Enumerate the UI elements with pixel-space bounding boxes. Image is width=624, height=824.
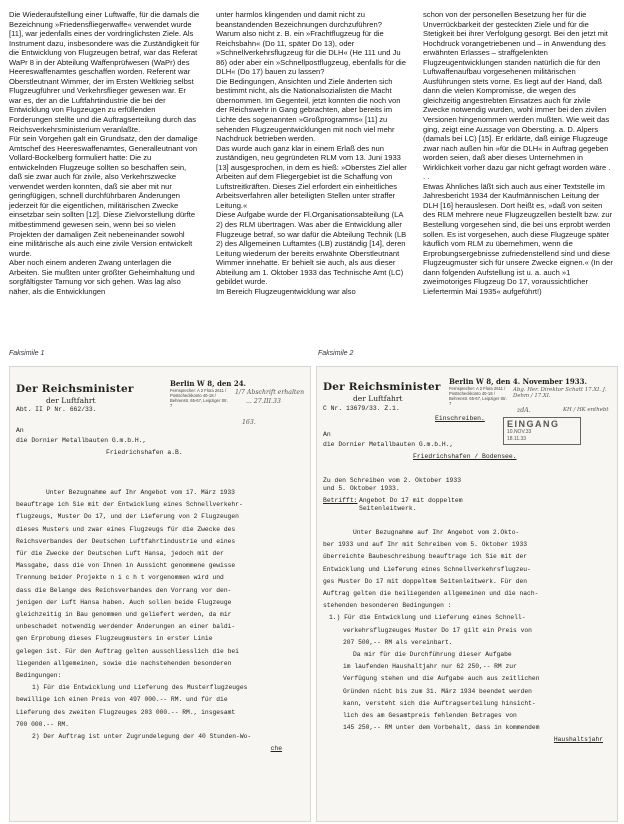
recipient-line: die Dornier Metallbauten G.m.b.H., bbox=[16, 437, 147, 444]
letter-date: Berlin W 8, den 4. November 1933. bbox=[449, 377, 587, 386]
body-line: 1.) Für die Entwicklung und Lieferung eines Schnell- bbox=[329, 614, 526, 622]
letter-body bbox=[16, 487, 302, 755]
recipient-line: An bbox=[323, 431, 331, 438]
paragraph: schon von der personellen Besetzung her für die Unverrückbarkeit der gesteckten Ziele und für die Stetigkeit bei ihrer Verfolgung gesorgt. Bei den jetzt mit Hochdruck vorangetriebenen und – in Anwendung des erwähnten Erlasses – straffgelenkten Flugzeugentwicklungen standen natürlich die für den Luftwaffenaufbau vorgesehenen militärischen Ausführungen stets vorne. Es liegt auf der Hand, daß dann die vielen Kompromisse, die wegen des gleichzeitig angestrebten Einsatzes auch für zivile Zwecke notwendig wurden, wohl immer bei den zivilen Versionen hingenommen werden mußten. Wie weit das ging, zeigt eine Aussage von Obersting. a. D. Alpers (damals bei LC) [15]. Er erklärte, daß einige Flugzeuge zwar nach außen hin »für die DLH« in Auftrag gegeben worden seien, daß aber dieses Unternehmen in Wirklichkeit vorher dazu gar nicht gefragt worden wäre . . . bbox=[423, 10, 611, 182]
facsimile-1-caption: Faksimile 1 bbox=[9, 350, 45, 357]
body-line: 145 250,-- RM unter dem Vorbehalt, dass in kommendem bbox=[343, 724, 540, 732]
body-line: Da mir für die Durchführung dieser Aufgabe bbox=[353, 651, 512, 659]
letterhead-title: Der Reichsminister bbox=[323, 381, 441, 393]
paragraph: Die Bedingungen, Ansichten und Ziele änderten sich bestimmt nicht, als die Nationalsozialisten die Macht übernommen. Im Gegenteil, jetzt konnten die noch von der Reichswehr in Gang gebrachten, aber bereits im Lichte des sogenannten »Großprogramms« [11] zu sehenden Flugzeugentwicklungen mit noch viel mehr Nachdruck betrieben werden. bbox=[216, 76, 401, 144]
text-column-1 bbox=[9, 10, 200, 345]
body-line: dass die Belange des Reichsverbandes den Vorrang vor den- bbox=[16, 586, 232, 594]
letterhead-title: Der Reichsminister bbox=[16, 383, 134, 395]
paragraph: Etwas Ähnliches läßt sich auch aus einer Textstelle im Jahresbericht 1934 der Kaufmännischen Leitung der DLH [16] herauslesen. Dort heißt es, »daß von seiten des RLM mehrere neue Flugzeugzellen bestellt bzw. zur Bestellung vorgesehen sind, die bei uns erprobt werden sollen. Es ist vorgesehen, auch diese Flugzeuge später käuflich vom RLM zu übernehmen, wenn die Erprobungsergebnisse zufriedenstellend sind und diese Flugzeugmuster sich für unsere Zwecke eignen.« (In der dann folgenden Aufstellung ist u. a. auch »1 zweimotoriges Flugzeug Do 17, voraussichtlicher Liefertermin Mai 1935« aufgeführt!) bbox=[423, 181, 613, 296]
recipient-line: Friedrichshafen a.B. bbox=[106, 449, 183, 456]
paragraph: Das wurde auch ganz klar in einem Erlaß des nun zuständigen, neu gegründeten RLM vom 13. Juni 1933 [13] ausgesprochen, in dem es hieß: »Oberstes Ziel aller Arbeiten auf dem Fliegergebiet ist die Schaffung von Luftstreitkräften. Dieses Ziel erfordert ein einheitliches Arbeitsverfahren aller beteiligten Stellen unter straffer Leitung.« bbox=[216, 143, 407, 210]
body-line: Haushaltsjahr bbox=[553, 736, 603, 744]
registered-mail-mark: Einschreiben. bbox=[435, 415, 485, 422]
facsimile-1-letter bbox=[9, 366, 311, 822]
body-line: verkehrsflugzeuges Muster Do 17 gilt ein Preis von bbox=[343, 626, 532, 634]
body-line: che bbox=[270, 745, 282, 753]
body-line: Unter Bezugnahme auf Ihr Angebot vom 2.Okto- bbox=[353, 529, 520, 536]
body-line: gelegen ist. Für den Auftrag gelten ausschliesslich die bei bbox=[16, 647, 239, 655]
body-line: für die Zwecke der Deutschen Luft Hansa, jedoch mit der bbox=[16, 550, 224, 558]
paragraph: Die Wiederaufstellung einer Luftwaffe, für die damals die Bezeichnung »Friedensfliegerwaffe« verwendet wurde [11], war jedenfalls eines der vordringlichsten Ziele. Als Instrument dazu, insbesondere was die Zuständigkeit für die Entwicklung von Flugzeugen betraf, war das Referat WaPr 8 in der Abteilung Waffenprüfwesen (WaPr) des Heereswaffenamtes geschaffen worden. Referent war Oberstleutnant Wimmer, der im Ersten Weltkrieg selbst Flugzeugführer und Verkehrsflieger gewesen war. Er war es, der an die Luftfahrtindustrie die bei der Entwicklung von Flugzeugen zu erfüllenden Forderungen stellte und die Auftragserteilung durch das Reichsverkehrsministerium veranlaßte. bbox=[9, 10, 200, 134]
body-line: Unter Bezugnahme auf Ihr Angebot vom 17. März 1933 bbox=[46, 489, 235, 496]
paragraph: Für sein Vorgehen galt ein Grundsatz, den der damalige Amtschef des Heereswaffenamtes, Generalleutnant von Vollard-Bockelberg formuliert hatte: Die zu entwickelnden Flugzeuge sollten so beschaffen sein, daß sie zwar auch für zivile, also Verkehrszwecke verwendet werden konnten, daß sie aber mit nur geringfügigen, schnell durchführbaren Änderungen jederzeit für die eigentlichen, militärischen Zwecke einsetzbar sein sollten [12]. Diese Zielvorstellung dürfte mitbestimmend gewesen sein, wenn bei so vielen Projekten der damaligen Zeit nebeneinander sowohl eine militärische als auch eine zivile Version entwickelt wurde. bbox=[9, 134, 198, 258]
handwritten-note: 163. bbox=[242, 419, 256, 426]
facsimile-2-letter bbox=[316, 366, 618, 822]
body-line: ber 1933 und auf Ihr mit Schreiben vom 5. Oktober 1933 bbox=[323, 541, 528, 549]
body-line: stehenden besonderen Bedingungen : bbox=[323, 602, 452, 610]
recipient-line: Friedrichshafen / Bodensee. bbox=[413, 453, 517, 460]
letterhead-contact-info: Fernsprecher: A 2 Flora 2611 / Postscheckkonto 40-18 / Behrenstr. 65-67, Leipziger Str. 7 bbox=[449, 386, 507, 406]
body-line: gleichzeitig in Bau genommen und geliefert werden, da mir bbox=[16, 611, 232, 619]
body-line: gen Erprobung dieses Flugzeugmusters in erster Linie bbox=[16, 635, 213, 643]
handwritten-note: Abg. Her. Direktor Schatt 17.XI. J. Dehm / 17.XI. bbox=[513, 387, 607, 399]
letter-body bbox=[323, 527, 609, 747]
text-column-2 bbox=[216, 10, 407, 345]
body-line: kann, versteht sich die Auftragserteilung hinsicht- bbox=[343, 699, 536, 707]
letterhead-subtitle: der Luftfahrt bbox=[46, 396, 96, 405]
subject-line: Angebot Do 17 mit doppeltem bbox=[359, 497, 463, 504]
letterhead-contact-info: Fernsprecher: A 2 Flora 2611 / Postscheckkonto 40-18 / Behrenstr. 65-67, Leipziger Str. 7 bbox=[170, 388, 228, 408]
stamp-date: 10.NOV.33 bbox=[507, 429, 532, 435]
paragraph: Im Bereich Flugzeugentwicklung war also bbox=[216, 286, 356, 296]
receipt-stamp bbox=[503, 417, 581, 445]
body-line: 700 000.-- RM. bbox=[16, 720, 69, 728]
letter-reference: C Nr. 13679/33. Z.1. bbox=[323, 405, 400, 412]
reference-line: und 5. Oktober 1933. bbox=[323, 485, 400, 492]
handwritten-note: KH / HK enthebt bbox=[563, 407, 609, 413]
letter-reference: Abt. II P Nr. 662/33. bbox=[16, 406, 97, 413]
body-line: beauftrage ich Sie mit der Entwicklung eines Schnellverkehr- bbox=[16, 501, 243, 509]
letterhead-subtitle: der Luftfahrt bbox=[353, 394, 403, 403]
body-line: Entwicklung und Lieferung eines Schnellverkehrsflugzeu- bbox=[323, 565, 531, 573]
subject-line: Seitenleitwerk. bbox=[359, 505, 417, 512]
recipient-line: die Dornier Metallbauten G.m.b.H., bbox=[323, 441, 454, 448]
paragraph: Diese Aufgabe wurde der Fl.Organisationsabteilung (LA 2) des RLM übertragen. Was aber die Entwicklung aller Flugzeuge betraf, so war dafür die Abteilung Technik (LB 2) des Allgemeinen Luftamtes (LB) zuständig [14], deren Leitung wiederum der bereits erwähnte Oberstleutnant Wimmer innehatte. Er behielt sie auch, als aus dieser Abteilung am 1. Oktober 1933 das Technische Amt (LC) gebildet wurde. bbox=[216, 210, 407, 287]
text-column-3 bbox=[423, 10, 614, 345]
body-line: Verfügung stehen und die Aufgabe auch aus zeitlichen bbox=[343, 675, 540, 683]
body-line: 2) Der Auftrag ist unter Zugrundelegung der 40 Stunden-Wo- bbox=[32, 733, 252, 741]
letter-date: Berlin W 8, den 24. bbox=[170, 379, 246, 388]
recipient-line: An bbox=[16, 427, 24, 434]
paragraph: Aber noch einem anderen Zwang unterlagen die Arbeiten. Sie mußten unter größter Geheimhaltung und sorgfältigster Tarnung vor sich gehen. Was lag also näher, als die Entwicklungen bbox=[9, 258, 195, 296]
body-line: überreichte Baubeschreibung beauftrage ich Sie mit der bbox=[323, 553, 528, 561]
body-line: 207 500,-- RM als vereinbart. bbox=[343, 638, 453, 646]
body-line: ges Muster Do 17 mit doppeltem Seitenleitwerk. Für den bbox=[323, 577, 528, 585]
body-line: Reichsverbandes der Deutschen Luftfahrtindustrie und eines bbox=[16, 537, 236, 545]
article-text bbox=[9, 10, 615, 345]
body-line: liegenden allgemeinen, sowie die nachstehenden besonderen bbox=[16, 659, 232, 667]
stamp-date: 18.11.33 bbox=[507, 436, 527, 442]
body-line: im laufenden Haushaltjahr nur 62 250,-- RM zur bbox=[343, 663, 517, 671]
subject-label: Betrifft: bbox=[323, 497, 358, 504]
body-line: Bedingungen: bbox=[16, 672, 62, 680]
handwritten-note: ... 27.III.33 bbox=[246, 398, 281, 405]
reference-line: Zu den Schreiben vom 2. Oktober 1933 bbox=[323, 477, 462, 484]
body-line: 1) Für die Entwicklung und Lieferung des Musterflugzeuges bbox=[32, 684, 248, 692]
body-line: dieses Musters und zwar eines Flugzeugs für die Zwecke des bbox=[16, 525, 236, 533]
body-line: lich des am Gesamtpreis fehlenden Betrages von bbox=[343, 712, 517, 720]
paragraph: unter harmlos klingenden und damit nicht zu beanstandenden Bezeichnungen durchzuführen? Warum also nicht z. B. ein »Frachtflugzeug für die Reichsbahn« (Do 11, später Do 13), oder »Schnellverkehrsflugzeug für die DLH« (He 111 und Ju 86) oder aber ein »Schnellpostflugzeug, ebenfalls für die DLH« (Do 17) bauen zu lassen? bbox=[216, 10, 406, 77]
body-line: flugzeugs, Muster Do 17, und der Lieferung von 2 Flugzeugen bbox=[16, 513, 239, 521]
body-line: bewillige ich einen Preis von 497 000.-- RM. und für die bbox=[16, 696, 228, 704]
stamp-label: EINGANG bbox=[507, 419, 560, 429]
body-line: Lieferung des zweiten Flugzeuges 203 000.-- RM., insgesamt bbox=[16, 708, 236, 716]
body-line: jenigen der Luft Hansa haben. Auch sollen beide Flugzeuge bbox=[16, 598, 232, 606]
handwritten-note: 1/7 Abschrift erhalten bbox=[235, 389, 305, 396]
body-line: Gründen nicht bis zum 31. März 1934 beendet werden bbox=[343, 687, 532, 695]
facsimile-2-caption: Faksimile 2 bbox=[318, 350, 354, 357]
body-line: unbeschadet notwendig werdender Änderungen an einer baldi- bbox=[16, 623, 236, 631]
body-line: Massgabe, dass die von Ihnen in Aussicht genommene gewisse bbox=[16, 562, 236, 570]
body-line: Trennung beider Projekte n i c h t vorgenommen wird und bbox=[16, 574, 224, 582]
body-line: Auftrag gelten die beiliegenden allgemeinen und die nach- bbox=[323, 590, 539, 598]
handwritten-note: zdA. bbox=[517, 407, 531, 414]
